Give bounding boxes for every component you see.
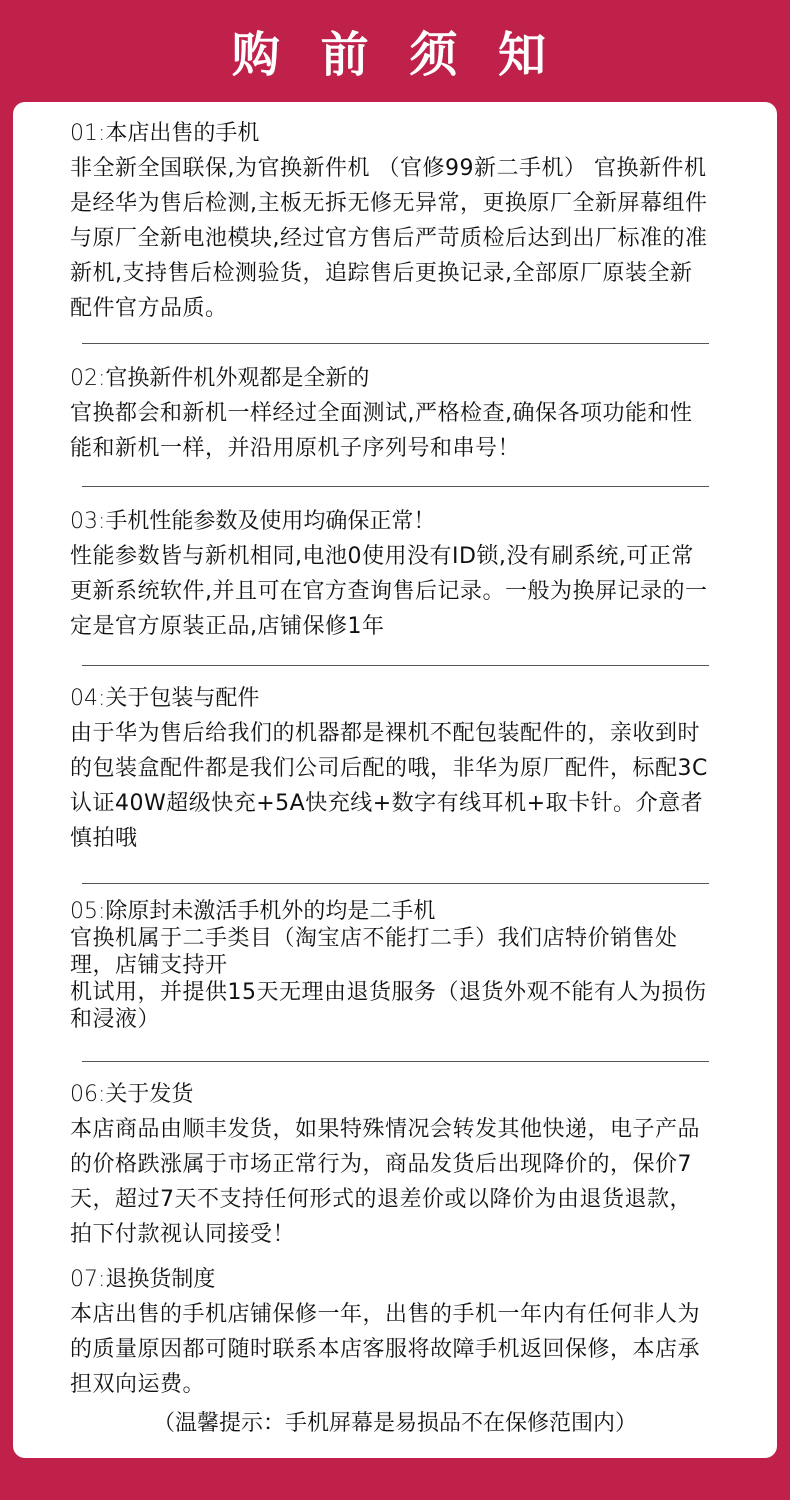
page-title: 购 前 须 知 xyxy=(231,27,559,83)
divider xyxy=(82,665,709,666)
section-02 xyxy=(70,362,710,466)
section-03 xyxy=(70,505,710,644)
section-07 xyxy=(70,1263,710,1402)
divider xyxy=(82,343,709,344)
section-body: 由于华为售后给我们的机器都是裸机不配包装配件的，亲收到时的包装盒配件都是我们公司后配的哦，非华为原厂配件，标配3C认证40W超级快充+5A快充线+数字有线耳机+取卡针。介意者慎拍哦 xyxy=(70,721,708,851)
section-heading: 02:官换新件机外观都是全新的 xyxy=(70,366,370,391)
section-heading: 05:除原封未激活手机外的均是二手机 xyxy=(70,899,436,924)
divider xyxy=(82,883,709,884)
warm-tip: （温馨提示：手机屏幕是易损品不在保修范围内） xyxy=(152,1411,637,1436)
section-04 xyxy=(70,682,710,856)
section-body: 官换都会和新机一样经过全面测试,严格检查,确保各项功能和性能和新机一样，并沿用原机子序列号和串号！ xyxy=(70,401,693,461)
section-heading: 04:关于包装与配件 xyxy=(70,686,260,711)
section-06 xyxy=(70,1078,710,1252)
section-heading: 07:退换货制度 xyxy=(70,1267,216,1292)
section-05 xyxy=(70,897,710,1033)
section-body: 性能参数皆与新机相同,电池0使用没有ID锁,没有刷系统,可正常更新系统软件,并且可在官方查询售后记录。一般为换屏记录的一定是官方原装正品,店铺保修1年 xyxy=(70,544,708,639)
section-body: 本店出售的手机店铺保修一年，出售的手机一年内有任何非人为的质量原因都可随时联系本店客服将故障手机返回保修，本店承担双向运费。 xyxy=(70,1302,701,1397)
section-body: 非全新全国联保,为官换新件机 （官修99新二手机） 官换新件机是经华为售后检测,主板无拆无修无异常，更换原厂全新屏幕组件与原厂全新电池模块,经过官方售后严苛质检后达到出厂标准的准新机,支持售后检测验货，追踪售后更换记录,全部原厂原装全新配件官方品质。 xyxy=(70,156,708,321)
section-heading: 06:关于发货 xyxy=(70,1082,194,1107)
divider xyxy=(82,1061,709,1062)
divider xyxy=(82,486,709,487)
section-heading: 03:手机性能参数及使用均确保正常！ xyxy=(70,509,436,534)
section-heading: 01:本店出售的手机 xyxy=(70,121,260,146)
section-body-line: 官换机属于二手类目（淘宝店不能打二手）我们店特价销售处理，店铺支持开 xyxy=(70,926,678,978)
section-body: 本店商品由顺丰发货，如果特殊情况会转发其他快递，电子产品的价格跌涨属于市场正常行为，商品发货后出现降价的，保价7天，超过7天不支持任何形式的退差价或以降价为由退货退款，拍下付款视认同接受！ xyxy=(70,1117,701,1247)
section-body xyxy=(70,925,710,1033)
section-body-line: 机试用，并提供15天无理由退货服务（退货外观不能有人为损伤和浸液） xyxy=(70,980,707,1032)
section-01 xyxy=(70,117,710,326)
